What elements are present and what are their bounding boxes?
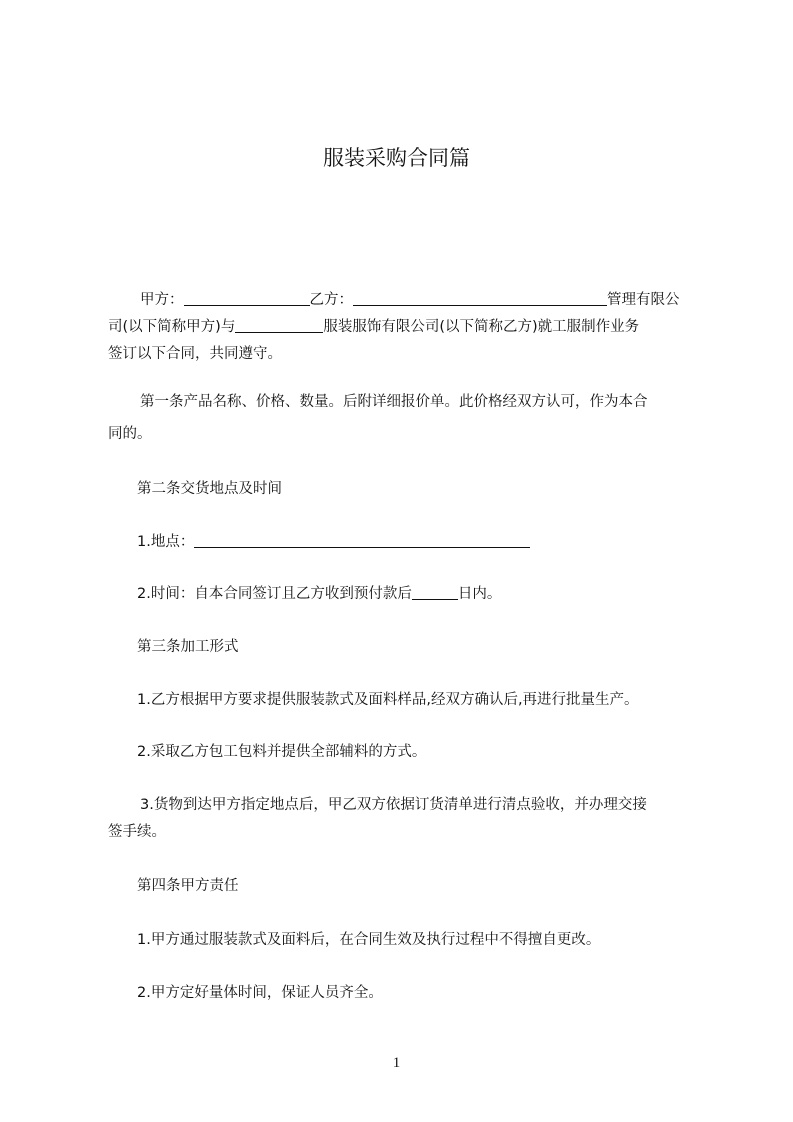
location-blank [194,533,530,548]
article-2-item-2 [137,581,501,608]
party-b-blank [353,291,607,306]
article-3-heading: 第三条加工形式 [137,639,239,655]
intro-text: 管理有限公 [607,292,680,308]
article-3-item-2: 2.采取乙方包工包料并提供全部辅料的方式。 [137,744,427,760]
page-number: 1 [392,1055,401,1071]
intro-text: 司(以下简称甲方)与 [108,319,236,335]
intro-line-2 [108,314,639,341]
article-3-item-1: 1.乙方根据甲方要求提供服装款式及面料样品,经双方确认后,再进行批量生产。 [137,692,639,708]
party-a-label: 甲方： [140,292,184,308]
time-text: 2.时间：自本合同签订且乙方收到预付款后 [137,586,412,602]
article-4-item-1: 1.甲方通过服装款式及面料后，在合同生效及执行过程中不得擅自更改。 [137,932,601,948]
document-title: 服装采购合同篇 [323,146,470,170]
location-label: 1.地点： [137,534,195,550]
intro-line-3: 签订以下合同，共同遵守。 [108,346,282,362]
company-blank [235,318,323,333]
article-4-item-2: 2.甲方定好量体时间，保证人员齐全。 [137,985,383,1001]
article-1-line-1: 第一条产品名称、价格、数量。后附详细报价单。此价格经双方认可，作为本合 [140,394,648,410]
intro-text: 服装服饰有限公司(以下简称乙方)就工服制作业务 [323,319,640,335]
intro-line-1 [140,287,680,314]
party-b-label: 乙方： [309,292,353,308]
time-text: 日内。 [457,586,502,602]
party-a-blank [184,291,310,306]
article-2-heading: 第二条交货地点及时间 [137,481,282,497]
days-blank [412,585,458,600]
article-2-item-1 [137,529,530,556]
article-1-line-2: 同的。 [108,426,152,442]
article-4-heading: 第四条甲方责任 [137,878,239,894]
article-3-item-3-line-1: 3.货物到达甲方指定地点后，甲乙双方依据订货清单进行清点验收，并办理交接 [140,797,647,813]
article-3-item-3-line-2: 签手续。 [108,824,166,840]
